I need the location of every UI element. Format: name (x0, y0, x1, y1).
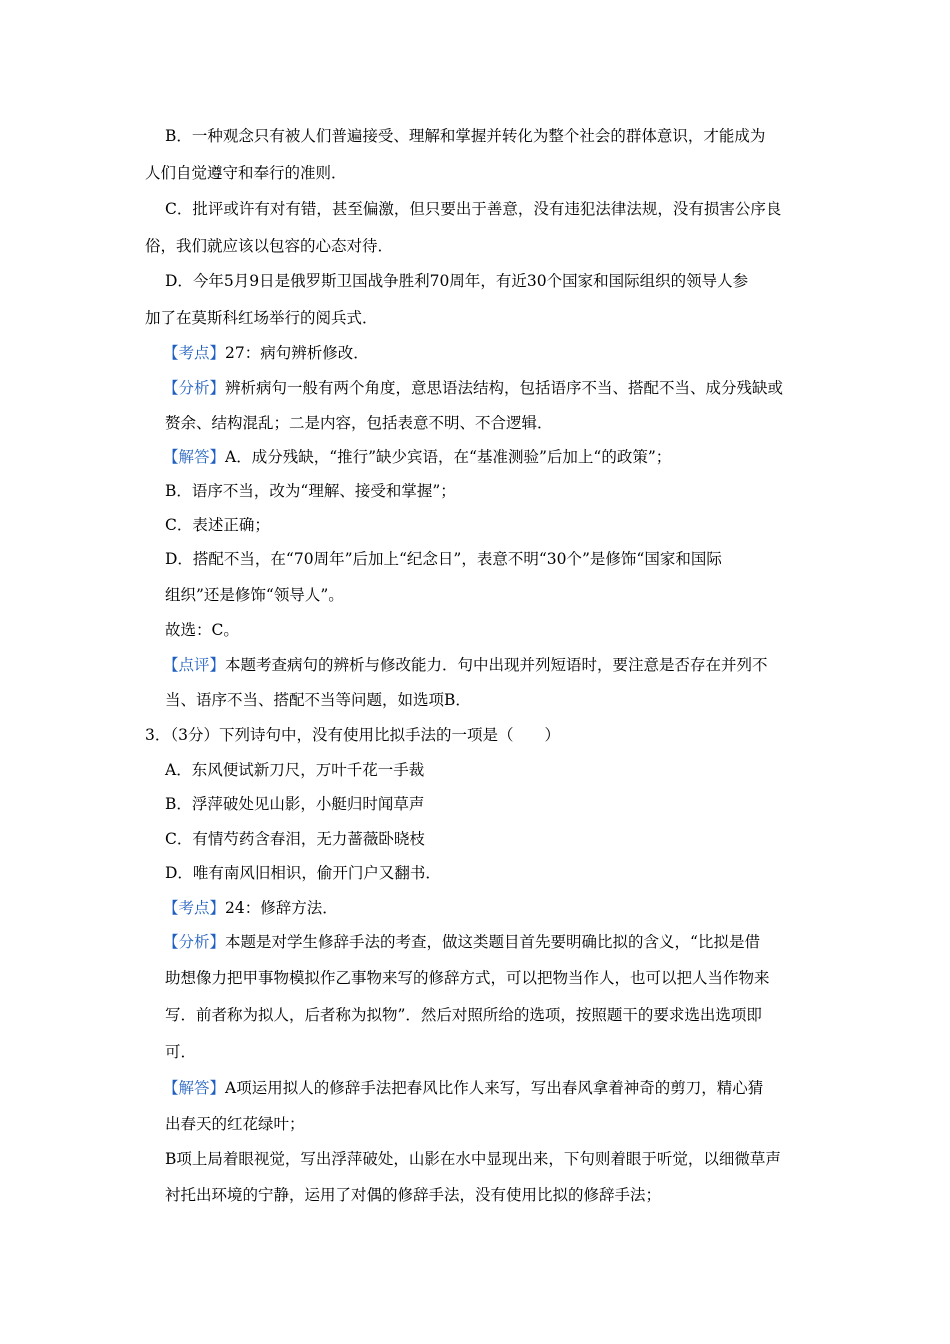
kaodian-text: 27：病句辨析修改． (225, 344, 369, 362)
q3-jieda-line1 (163, 1078, 763, 1098)
q3-fenxi-line4: 可． (165, 1043, 197, 1061)
q2-option-c-line1: C．批评或许有对有错，甚至偏激，但只要出于善意，没有违犯法律法规，没有损害公序良 (165, 200, 782, 218)
fenxi-text: 辨析病句一般有两个角度，意思语法结构，包括语序不当、搭配不当、成分残缺或 (225, 379, 784, 397)
q3-option-a: A．东风便试新刀尺，万叶千花一手裁 (165, 761, 425, 779)
q3-option-c: C．有情芍药含春泪，无力蔷薇卧晓枝 (165, 830, 425, 848)
q2-guxuan: 故选：C。 (165, 621, 239, 639)
q3-option-d: D．唯有南风旧相识，偷开门户又翻书． (165, 864, 441, 882)
fenxi-text: 本题是对学生修辞手法的考查，做这类题目首先要明确比拟的含义，“比拟是借 (225, 933, 760, 951)
q2-dianping-line2: 当、语序不当、搭配不当等问题，如选项B． (165, 691, 471, 709)
kaodian-tag: 【考点】 (163, 899, 226, 917)
dianping-text: 本题考查病句的辨析与修改能力．句中出现并列短语时，要注意是否存在并列不 (225, 656, 768, 674)
q3-jieda-b-line1: B项上局着眼视觉，写出浮萍破处，山影在水中显现出来，下句则着眼于听觉，以细微草声 (165, 1150, 781, 1168)
q2-option-c-line2: 俗，我们就应该以包容的心态对待． (145, 237, 394, 255)
fenxi-tag: 【分析】 (163, 379, 226, 397)
q2-jieda-d-line1: D．搭配不当，在“70周年”后加上“纪念日”，表意不明“30个”是修饰“国家和国际 (165, 550, 722, 568)
jieda-tag: 【解答】 (163, 448, 226, 466)
jieda-tag: 【解答】 (163, 1079, 226, 1097)
q3-kaodian (163, 898, 338, 918)
q3-fenxi-line1 (163, 932, 760, 952)
q2-jieda-line1 (163, 447, 671, 467)
q3-jieda-a-line2: 出春天的红花绿叶； (165, 1115, 305, 1133)
q2-dianping-line1 (163, 655, 768, 675)
q2-option-d-line2: 加了在莫斯科红场举行的阅兵式． (145, 309, 378, 327)
kaodian-tag: 【考点】 (163, 344, 226, 362)
fenxi-tag: 【分析】 (163, 933, 226, 951)
jieda-text: A项运用拟人的修辞手法把春风比作人来写，写出春风拿着神奇的剪刀，精心猜 (225, 1079, 764, 1097)
q2-option-b-line2: 人们自觉遵守和奉行的准则． (145, 164, 347, 182)
q2-fenxi-line1 (163, 378, 783, 398)
kaodian-text: 24：修辞方法． (225, 899, 338, 917)
q2-option-d-line1: D．今年5月9日是俄罗斯卫国战争胜利70周年，有近30个国家和国际组织的领导人参 (165, 272, 749, 290)
dianping-tag: 【点评】 (163, 656, 226, 674)
q3-jieda-b-line2: 衬托出环境的宁静，运用了对偶的修辞手法，没有使用比拟的修辞手法； (165, 1186, 662, 1204)
q2-jieda-b: B．语序不当，改为“理解、接受和掌握”； (165, 482, 456, 500)
q3-stem: 3．（3分）下列诗句中，没有使用比拟手法的一项是（ ） (145, 726, 560, 744)
jieda-text: A．成分残缺，“推行”缺少宾语，在“基准测验”后加上“的政策”； (225, 448, 672, 466)
q2-jieda-c: C．表述正确； (165, 516, 270, 534)
q2-jieda-d-line2: 组织”还是修饰“领导人”。 (165, 586, 344, 604)
q2-kaodian (163, 343, 369, 363)
q3-fenxi-line2: 助想像力把甲事物模拟作乙事物来写的修辞方式，可以把物当作人，也可以把人当作物来 (165, 969, 770, 987)
q3-option-b: B．浮萍破处见山影，小艇归时闻草声 (165, 795, 425, 813)
q2-fenxi-line2: 赘余、结构混乱；二是内容，包括表意不明、不合逻辑． (165, 414, 553, 432)
q2-option-b-line1: B．一种观念只有被人们普遍接受、理解和掌握并转化为整个社会的群体意识，才能成为 (165, 127, 766, 145)
q3-fenxi-line3: 写．前者称为拟人，后者称为拟物”．然后对照所给的选项，按照题干的要求选出选项即 (165, 1006, 762, 1024)
